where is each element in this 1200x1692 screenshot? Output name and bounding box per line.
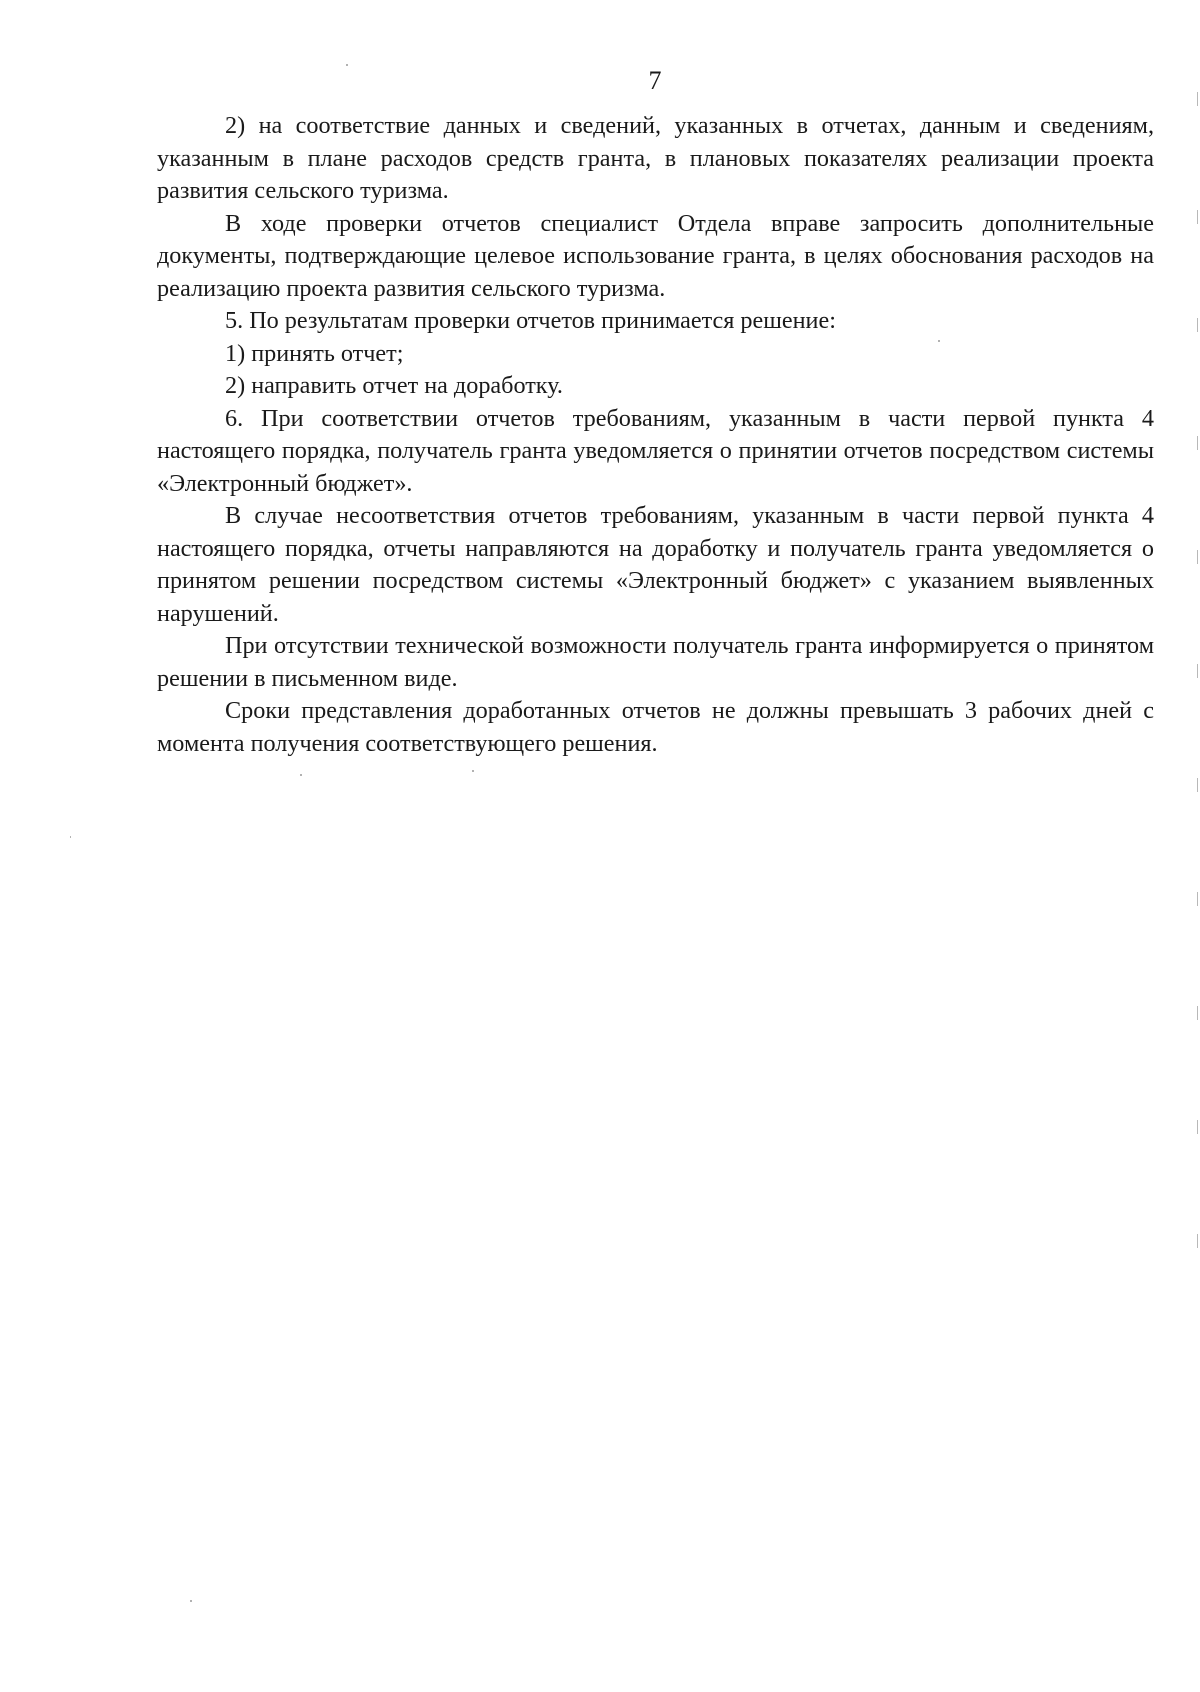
scan-speck xyxy=(300,774,302,776)
paragraph-decision-intro: 5. По результатам проверки отчетов принимается решение: xyxy=(225,307,836,334)
paragraph-additional-documents: В ходе проверки отчетов специалист Отдела вправе запросить дополнительные документы, подтверждающие целевое использование гранта, в целях обоснования расходов на реализацию проекта развития сельского туризма. xyxy=(157,209,1154,302)
paragraph-written-notice: При отсутствии технической возможности получатель гранта информируется о принятом решении в письменном виде. xyxy=(157,632,1154,692)
paragraph-noncompliance-notice: В случае несоответствия отчетов требованиям, указанным в части первой пункта 4 настоящего порядка, отчеты направляются на доработку и получатель гранта уведомляется о принятом решении посредством системы «Электронный бюджет» с указанием выявленных нарушений. xyxy=(157,502,1154,627)
scan-speck xyxy=(346,64,348,66)
scan-margin-marks xyxy=(1194,0,1198,1692)
paragraph-rework-deadline: Сроки представления доработанных отчетов не должны превышать 3 рабочих дней с момента получения соответствующего решения. xyxy=(157,697,1154,757)
scan-speck xyxy=(70,836,71,838)
paragraph-compliance-notice: 6. При соответствии отчетов требованиям, указанным в части первой пункта 4 настоящего порядка, получатель гранта уведомляется о принятии отчетов посредством системы «Электронный бюджет». xyxy=(157,404,1154,497)
paragraph-item-compliance: 2) на соответствие данных и сведений, указанных в отчетах, данным и сведениям, указанным в плане расходов средств гранта, в плановых показателях реализации проекта развития сельского туризма. xyxy=(157,112,1154,204)
paragraph-decision-rework: 2) направить отчет на доработку. xyxy=(225,372,563,399)
scan-speck xyxy=(938,340,940,342)
scan-speck xyxy=(472,770,474,772)
document-body xyxy=(157,110,1154,760)
paragraph-decision-accept: 1) принять отчет; xyxy=(225,339,404,367)
scan-speck xyxy=(190,1600,192,1602)
page-number: 7 xyxy=(648,66,662,95)
